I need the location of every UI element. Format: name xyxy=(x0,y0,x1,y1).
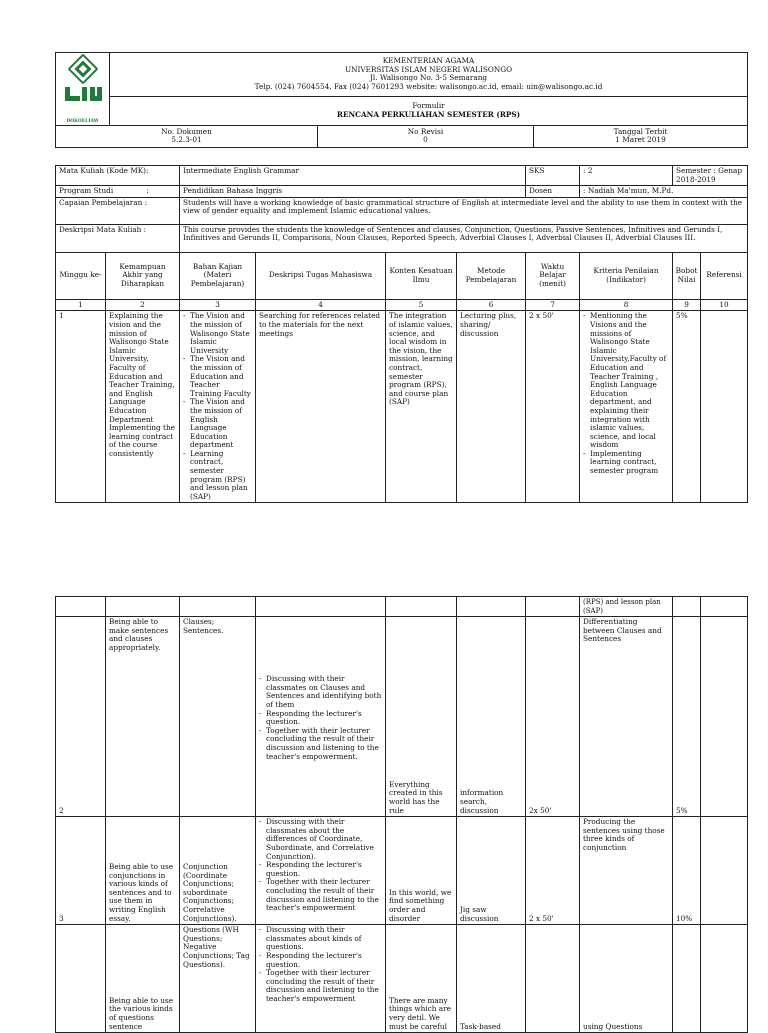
col-header-time: Waktu Belajar (menit) xyxy=(526,252,580,299)
doc-number-label: No. Dokumen xyxy=(161,126,212,136)
capaian-label: Capaian Pembelajaran : xyxy=(56,197,180,224)
logo-caption: DOKOELIAW xyxy=(66,118,99,124)
time-cell xyxy=(526,925,580,1033)
konten-cell: In this world, we find something order and disorder xyxy=(386,817,457,925)
col-header-ability: Kemampuan Akhir yang Diharapkan xyxy=(106,252,180,299)
deskripsi-label: Deskripsi Mata Kuliah : xyxy=(56,224,180,252)
list-item: - Together with their lecturer concluding the result of their discussion and listening to the teacher's empowerment xyxy=(259,969,382,1003)
reference-cell xyxy=(701,817,748,925)
col-number: 6 xyxy=(457,299,526,311)
konten-cell: Everything created in this world has the rule xyxy=(386,617,457,817)
table-row xyxy=(56,311,748,503)
sks-label: SKS xyxy=(526,166,580,186)
method-cell: information search, discussion xyxy=(457,617,526,817)
issue-date-label: Tanggal Terbit xyxy=(613,126,668,136)
week-number xyxy=(56,925,106,1033)
list-item: - Together with their lecturer concluding the result of their discussion and listening to the teacher's empowerment. xyxy=(259,727,382,761)
criteria-cell xyxy=(580,311,673,503)
criteria-cell: (RPS) and lesson plan (SAP) xyxy=(580,597,673,617)
ability-cell: Being able to use the various kinds of questions sentence xyxy=(106,925,180,1033)
col-header-task: Deskripsi Tugas Mahasiswa xyxy=(256,252,386,299)
list-item: - Responding the lecturer's question. xyxy=(259,710,382,727)
method-cell: Task-based xyxy=(457,925,526,1033)
list-item: - Together with their lecturer concluding the result of their discussion and listening to the teacher's empowerment xyxy=(259,878,382,912)
criteria-cell: Differentiating between Clauses and Sentences xyxy=(580,617,673,817)
revision-label: No Revisi xyxy=(407,126,444,136)
list-item: - Responding the lecturer's question. xyxy=(259,861,382,878)
col-number: 3 xyxy=(180,299,256,311)
materials-cell: Clauses; Sentences. xyxy=(180,617,256,817)
col-number: 5 xyxy=(386,299,457,311)
col-number: 1 xyxy=(56,299,106,311)
university-logo-icon xyxy=(60,54,106,116)
table-row xyxy=(56,817,748,925)
issue-date-value: 1 Maret 2019 xyxy=(615,135,666,145)
task-cell xyxy=(256,617,386,817)
program-label-cell xyxy=(56,186,180,198)
col-number: 7 xyxy=(526,299,580,311)
reference-cell xyxy=(701,617,748,817)
criteria-cell: using Questions xyxy=(580,925,673,1033)
time-cell: 2 x 50' xyxy=(526,817,580,925)
materials-cell: Questions (WH Questions; Negative Conjunctions; Tag Questions). xyxy=(180,925,256,1033)
doc-number-value: 5.2.3-01 xyxy=(171,135,202,145)
form-title-cell xyxy=(110,96,748,125)
capaian-value: Students will have a working knowledge of basic grammatical structure of English at intermediate level and the ability to use them in context with the view of gender equality and implement Islamic educational values. xyxy=(180,197,748,224)
list-item: - Discussing with their classmates on Clauses and Sentences and identifying both of them xyxy=(259,675,382,709)
sks-value: : 2 xyxy=(580,166,673,186)
list-item: - Implementing learning contract, semester program xyxy=(583,450,669,476)
university-address: Jl. Walisongo No. 3-5 Semarang xyxy=(369,73,488,83)
task-cell xyxy=(256,817,386,925)
week-number: 3 xyxy=(56,817,106,925)
method-cell: Jig saw discussion xyxy=(457,817,526,925)
program-label: Program Studi xyxy=(59,186,114,196)
header-table xyxy=(55,52,748,148)
weight-cell: 10% xyxy=(673,817,701,925)
revision-value: 0 xyxy=(423,135,428,145)
ministry-name: KEMENTERIAN AGAMA xyxy=(382,56,475,66)
program-value: Pendidikan Bahasa Inggris xyxy=(180,186,526,198)
dosen-value: : Nadiah Ma'mun, M.Pd. xyxy=(580,186,748,198)
table-row xyxy=(56,925,748,1033)
revision-cell xyxy=(318,125,534,147)
col-header-weight: Bobot Nilai xyxy=(673,252,701,299)
col-header-week: Minggu ke- xyxy=(56,252,106,299)
week-number: 2 xyxy=(56,617,106,817)
criteria-cell: Producing the sentences using those three kinds of conjunction xyxy=(580,817,673,925)
list-item: - The Vision and the mission of Walisongo State Islamic University xyxy=(183,312,252,355)
dosen-label: Dosen xyxy=(526,186,580,198)
col-header-criteria: Kriteria Penilaian (Indikator) xyxy=(580,252,673,299)
deskripsi-value: This course provides the students the knowledge of Sentences and clauses, Conjunction, Questions, Passive Sentences, Infinitives and Gerunds I, Infinitives and Gerunds II, Comparisons, Noun Clauses, Reported Speech, Adverbial Clauses I, Adverbial Clauses II, Adverbial Clauses III. xyxy=(180,224,748,252)
table-row xyxy=(56,617,748,817)
weight-cell xyxy=(673,925,701,1033)
course-value: Intermediate English Grammar xyxy=(180,166,526,186)
doc-number-cell xyxy=(56,125,318,147)
list-item: - The Vision and the mission of Education and Teacher Training Faculty xyxy=(183,355,252,398)
semester-value: Semester : Genap 2018-2019 xyxy=(673,166,748,186)
institution-cell xyxy=(110,53,748,97)
col-header-materials: Bahan Kajian (Materi Pembelajaran) xyxy=(180,252,256,299)
table-row xyxy=(56,597,748,617)
rps-table-continued xyxy=(55,596,748,1033)
col-number: 10 xyxy=(701,299,748,311)
program-colon: : xyxy=(146,186,149,196)
konten-cell: The integration of islamic values, science, and local wisdom in the vision, the mission, learning contract, semester program (RPS), and course plan (SAP) xyxy=(386,311,457,503)
time-cell: 2x 50' xyxy=(526,617,580,817)
list-item: - Discussing with their classmates about kinds of questions. xyxy=(259,926,382,952)
time-cell: 2 x 50' xyxy=(526,311,580,503)
col-header-reference: Referensi xyxy=(701,252,748,299)
col-header-method: Metode Pembelajaran xyxy=(457,252,526,299)
reference-cell xyxy=(701,925,748,1033)
university-contact: Telp. (024) 7604554, Fax (024) 7601293 website: walisongo.ac.id, email: uin@walisongo.ac.id xyxy=(254,82,603,92)
course-label: Mata Kuliah (Kode MK): xyxy=(56,166,180,186)
materials-cell xyxy=(180,311,256,503)
task-cell xyxy=(256,925,386,1033)
university-name: UNIVERSITAS ISLAM NEGERI WALISONGO xyxy=(344,64,513,74)
konten-cell: There are many things which are very detil. We must be careful xyxy=(386,925,457,1033)
reference-cell xyxy=(701,311,748,503)
task-cell: Searching for references related to the materials for the next meetings xyxy=(256,311,386,503)
col-number: 4 xyxy=(256,299,386,311)
logo-cell xyxy=(56,53,110,126)
col-number: 8 xyxy=(580,299,673,311)
col-header-konten: Konten Kesatuan Ilmu xyxy=(386,252,457,299)
col-number: 2 xyxy=(106,299,180,311)
week-number: 1 xyxy=(56,311,106,503)
form-label: Formulir xyxy=(412,101,445,111)
method-cell: Lecturing plus, sharing/ discussion xyxy=(457,311,526,503)
weight-cell: 5% xyxy=(673,311,701,503)
list-item: - Discussing with their classmates about the differences of Coordinate, Subordinate, and Correlative Conjunction). xyxy=(259,818,382,861)
rps-table xyxy=(55,165,748,503)
col-number: 9 xyxy=(673,299,701,311)
list-item: - Responding the lecturer's question. xyxy=(259,952,382,969)
weight-cell: 5% xyxy=(673,617,701,817)
list-item: - The Vision and the mission of English Language Education department xyxy=(183,398,252,450)
list-item: - Mentioning the Visions and the missions of Walisongo State Islamic University,Faculty of Education and Teacher Training , English Language Education department, and explaining their integration with islamic values, science, and local wisdom xyxy=(583,312,669,450)
materials-cell: Conjunction (Coordinate Conjunctions; subordinate Conjunctions; Correlative Conjunctions). xyxy=(180,817,256,925)
list-item: - Learning contract, semester program (RPS) and lesson plan (SAP) xyxy=(183,450,252,502)
form-title: RENCANA PERKULIAHAN SEMESTER (RPS) xyxy=(336,109,521,119)
issue-date-cell xyxy=(534,125,748,147)
ability-cell: Explaining the vision and the mission of Walisongo State Islamic University, Faculty of Education and Teacher Training, and English Language Education Department Implementing the learning contract of the course consistently xyxy=(106,311,180,503)
ability-cell: Being able to use conjunctions in various kinds of sentences and to use them in writing English essay. xyxy=(106,817,180,925)
ability-cell: Being able to make sentences and clauses appropriately. xyxy=(106,617,180,817)
